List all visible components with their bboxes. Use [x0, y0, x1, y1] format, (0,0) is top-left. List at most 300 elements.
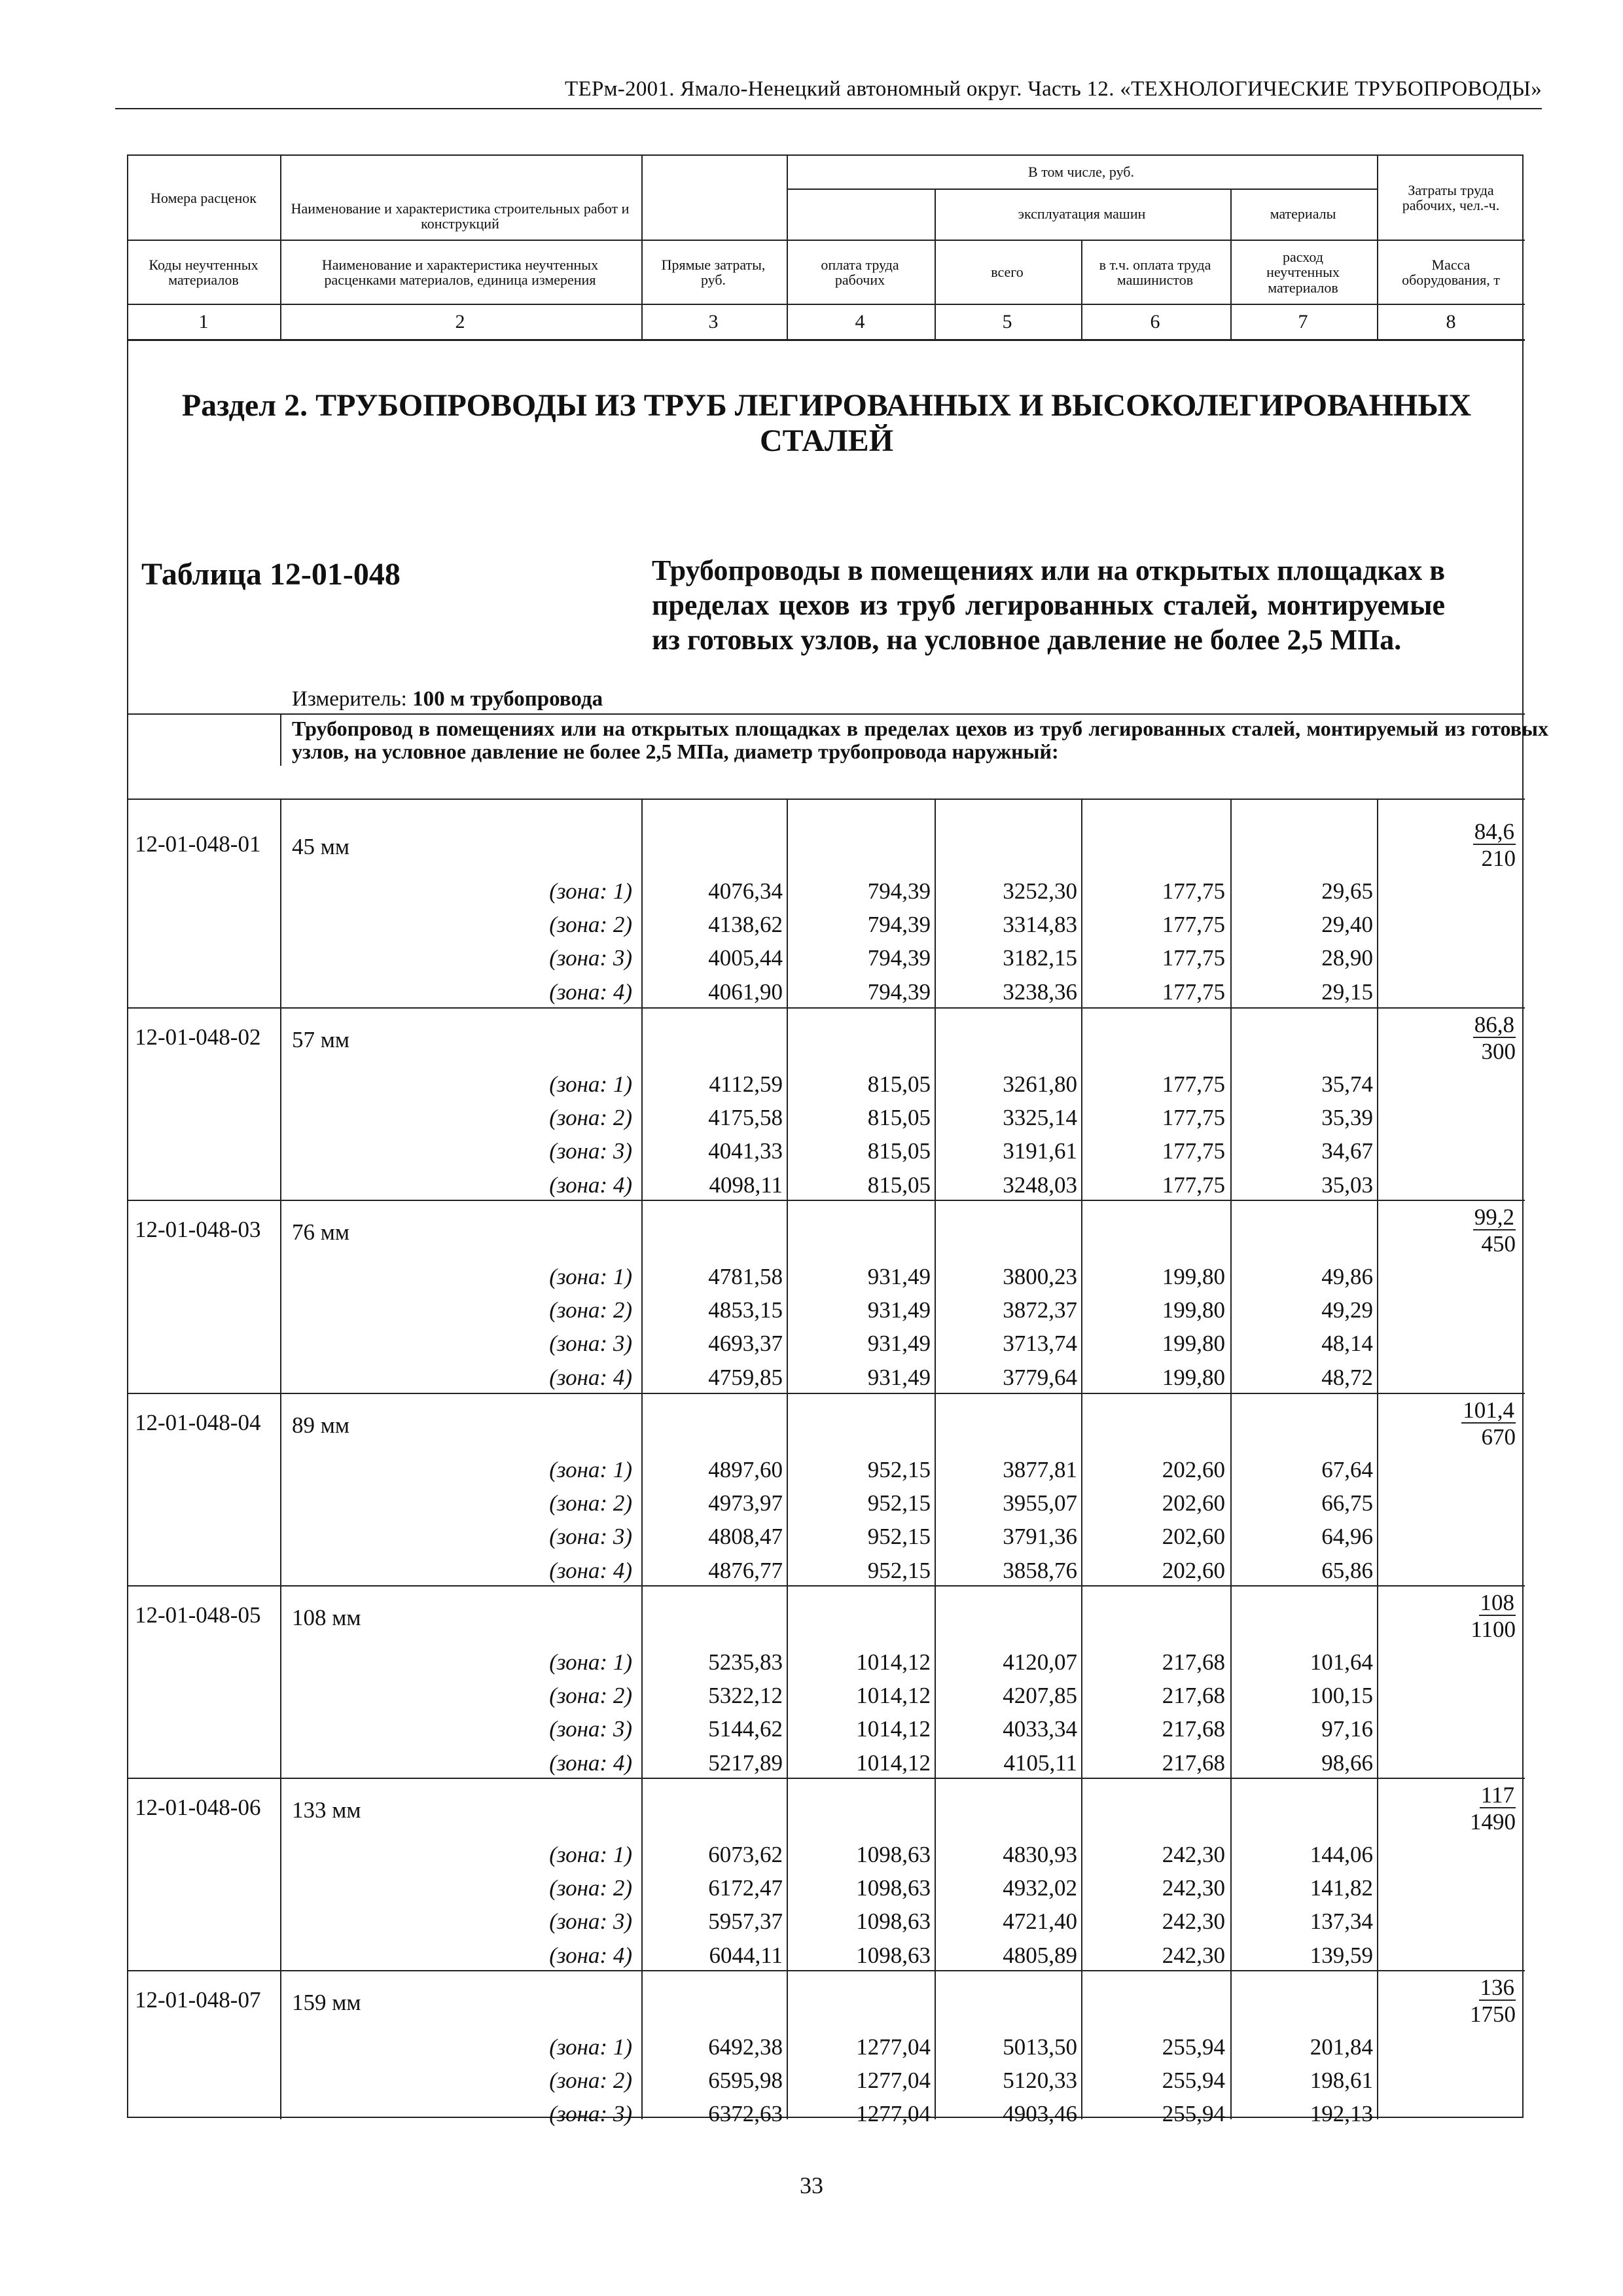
machines-total-value: 3779,64 — [1003, 1364, 1077, 1390]
machines-total-value: 3261,80 — [1003, 1071, 1077, 1097]
labor-mass-fraction — [1444, 1784, 1516, 1833]
machines-total-value: 4932,02 — [1003, 1875, 1077, 1901]
equipment-mass-value: 1750 — [1470, 2001, 1516, 2027]
worker-wages-value: 815,05 — [867, 1105, 931, 1131]
materials-cost-value: 100,15 — [1310, 1683, 1373, 1709]
equipment-mass-value: 1100 — [1471, 1617, 1516, 1642]
operator-wages-value: 177,75 — [1162, 1105, 1225, 1131]
worker-wages-value: 1098,63 — [856, 1875, 931, 1901]
pipe-diameter: 45 мм — [292, 834, 350, 859]
grid-line — [935, 798, 936, 1010]
materials-cost-value: 28,90 — [1321, 945, 1373, 971]
col1-header-top: Номера расценок — [151, 190, 257, 207]
worker-wages-value: 952,15 — [867, 1557, 931, 1583]
grid-line — [1081, 1778, 1082, 1973]
machines-total-value: 4033,34 — [1003, 1716, 1077, 1742]
machines-header: эксплуатация машин — [1018, 206, 1146, 223]
grid-line — [1377, 1393, 1378, 1588]
materials-cost-value: 97,16 — [1321, 1716, 1373, 1742]
grid-line — [280, 798, 281, 1010]
zone-label: (зона: 2) — [549, 2068, 632, 2094]
grid-line — [641, 1393, 643, 1588]
direct-costs-value: 5217,89 — [708, 1749, 783, 1776]
operator-wages-value: 242,30 — [1162, 1909, 1225, 1935]
worker-wages-value: 815,05 — [867, 1172, 931, 1198]
grid-line — [1081, 1200, 1082, 1395]
grid-line — [787, 1007, 788, 1202]
col-number: 2 — [455, 311, 465, 333]
grid-line — [280, 1585, 281, 1780]
worker-wages-value: 794,39 — [867, 978, 931, 1005]
grid-line — [1230, 1007, 1232, 1202]
operator-wages-value: 242,30 — [1162, 1842, 1225, 1867]
grid-line — [128, 1585, 1525, 1587]
operator-wages-value: 177,75 — [1162, 1138, 1225, 1164]
grid-line — [1377, 156, 1378, 340]
machines-total-value: 4120,07 — [1003, 1649, 1077, 1675]
direct-costs-value: 4876,77 — [708, 1557, 783, 1583]
materials-cost-value: 201,84 — [1310, 2034, 1373, 2060]
zone-label: (зона: 2) — [549, 1683, 632, 1709]
grid-line — [935, 1007, 936, 1202]
grid-line — [787, 1393, 788, 1588]
machines-total-value: 4105,11 — [1003, 1749, 1077, 1776]
zone-label: (зона: 1) — [549, 1264, 632, 1289]
labor-mass-fraction — [1444, 1591, 1516, 1641]
operator-wages-value: 217,68 — [1162, 1749, 1225, 1776]
grid-line — [1377, 1970, 1378, 2119]
page-number: 33 — [800, 2172, 823, 2198]
section-title-line-1: Раздел 2. ТРУБОПРОВОДЫ ИЗ ТРУБ ЛЕГИРОВАННЫХ И ВЫСОКОЛЕГИРОВАННЫХ — [181, 388, 1472, 423]
operator-wages-value: 177,75 — [1162, 1172, 1225, 1198]
grid-line — [128, 798, 1525, 800]
page-header — [115, 62, 1542, 109]
section-title — [128, 388, 1525, 459]
materials-cost-value: 29,40 — [1321, 912, 1373, 938]
labor-mass-fraction — [1444, 1206, 1516, 1255]
grid-line — [128, 339, 1525, 341]
grid-line — [787, 156, 788, 340]
zone-label: (зона: 2) — [549, 1105, 632, 1131]
materials-cost-value: 137,34 — [1310, 1909, 1373, 1935]
materials-cost-value: 29,65 — [1321, 878, 1373, 904]
zone-label: (зона: 4) — [549, 1749, 632, 1776]
machines-total-value: 3955,07 — [1003, 1490, 1077, 1516]
materials-header: материалы — [1270, 206, 1336, 223]
zone-label: (зона: 2) — [549, 1875, 632, 1901]
machines-total-value: 4805,89 — [1003, 1942, 1077, 1968]
operator-wages-value: 177,75 — [1162, 912, 1225, 938]
rate-code: 12-01-048-02 — [135, 1024, 261, 1050]
grid-line — [1377, 798, 1378, 1010]
rate-code: 12-01-048-04 — [135, 1410, 261, 1435]
col6-header: в т.ч. оплата труда машинистов — [1099, 256, 1211, 288]
materials-cost-value: 67,64 — [1321, 1457, 1373, 1482]
zone-label: (зона: 1) — [549, 1457, 632, 1482]
materials-cost-value: 141,82 — [1310, 1875, 1373, 1901]
grid-line — [128, 1778, 1525, 1779]
zone-label: (зона: 2) — [549, 1297, 632, 1323]
materials-cost-value: 144,06 — [1310, 1842, 1373, 1867]
direct-costs-value: 4138,62 — [708, 912, 783, 938]
operator-wages-value: 177,75 — [1162, 945, 1225, 971]
machines-total-value: 3182,15 — [1003, 945, 1077, 971]
equipment-mass-value: 450 — [1481, 1231, 1516, 1257]
section-title-line-2: СТАЛЕЙ — [759, 423, 894, 458]
worker-wages-value: 1014,12 — [856, 1683, 931, 1709]
zone-label: (зона: 1) — [549, 1649, 632, 1675]
operator-wages-value: 217,68 — [1162, 1649, 1225, 1675]
labor-cost-value: 84,6 — [1474, 819, 1514, 844]
zone-label: (зона: 2) — [549, 1490, 632, 1516]
direct-costs-value: 6044,11 — [709, 1942, 783, 1968]
grid-line — [280, 713, 281, 766]
operator-wages-value: 217,68 — [1162, 1683, 1225, 1709]
operator-wages-value: 177,75 — [1162, 978, 1225, 1005]
machines-total-value: 3872,37 — [1003, 1297, 1077, 1323]
labor-cost-value: 101,4 — [1463, 1397, 1514, 1423]
zone-label: (зона: 2) — [549, 912, 632, 938]
zone-label: (зона: 3) — [549, 1524, 632, 1550]
grid-line — [787, 1585, 788, 1780]
operator-wages-value: 242,30 — [1162, 1875, 1225, 1901]
meter-label: Измеритель: — [292, 687, 413, 711]
machines-total-value: 3325,14 — [1003, 1105, 1077, 1131]
materials-cost-value: 139,59 — [1310, 1942, 1373, 1968]
direct-costs-value: 5957,37 — [708, 1909, 783, 1935]
machines-total-value: 3314,83 — [1003, 912, 1077, 938]
direct-costs-value: 4808,47 — [708, 1524, 783, 1550]
operator-wages-value: 217,68 — [1162, 1716, 1225, 1742]
direct-costs-value: 4897,60 — [708, 1457, 783, 1482]
grid-line — [1081, 1393, 1082, 1588]
operator-wages-value: 177,75 — [1162, 878, 1225, 904]
labor-cost-value: 136 — [1480, 1975, 1514, 2000]
operator-wages-value: 199,80 — [1162, 1364, 1225, 1390]
zone-label: (зона: 4) — [549, 1942, 632, 1968]
materials-cost-value: 49,29 — [1321, 1297, 1373, 1323]
worker-wages-value: 1098,63 — [856, 1942, 931, 1968]
grid-line — [280, 1393, 281, 1588]
zone-label: (зона: 3) — [549, 2101, 632, 2127]
direct-costs-value: 4061,90 — [708, 978, 783, 1005]
direct-costs-value: 6372,63 — [708, 2101, 783, 2127]
col-number: 8 — [1446, 311, 1456, 333]
machines-total-value: 4721,40 — [1003, 1909, 1077, 1935]
labor-mass-fraction — [1444, 820, 1516, 870]
col5-header: всего — [991, 264, 1024, 281]
pipe-diameter: 133 мм — [292, 1797, 361, 1823]
grid-line — [1081, 1585, 1082, 1780]
col-number: 4 — [855, 311, 865, 333]
worker-wages-value: 1277,04 — [856, 2101, 931, 2127]
grid-line — [641, 798, 643, 1010]
col2-header-bottom: Наименование и характеристика неучтенных расценками материалов, единица измерения — [321, 256, 599, 288]
operator-wages-value: 199,80 — [1162, 1331, 1225, 1357]
direct-costs-value: 4781,58 — [708, 1264, 783, 1289]
measurement-unit — [292, 687, 603, 711]
pipe-diameter: 89 мм — [292, 1412, 350, 1438]
direct-costs-value: 6172,47 — [708, 1875, 783, 1901]
pipe-diameter: 57 мм — [292, 1027, 350, 1052]
pipe-diameter: 76 мм — [292, 1219, 350, 1245]
machines-total-value: 3252,30 — [1003, 878, 1077, 904]
pipe-diameter: 159 мм — [292, 1990, 361, 2015]
equipment-mass-value: 300 — [1481, 1039, 1516, 1064]
zone-label: (зона: 3) — [549, 1138, 632, 1164]
grid-line — [280, 1200, 281, 1395]
grid-line — [1081, 1970, 1082, 2119]
included-header: В том числе, руб. — [1028, 164, 1134, 181]
grid-line — [1230, 1393, 1232, 1588]
grid-line — [935, 1393, 936, 1588]
operator-wages-value: 255,94 — [1162, 2101, 1225, 2127]
worker-wages-value: 794,39 — [867, 945, 931, 971]
zone-label: (зона: 1) — [549, 1842, 632, 1867]
col7-header: расход неучтенных материалов — [1266, 249, 1340, 296]
operator-wages-value: 199,80 — [1162, 1264, 1225, 1289]
operator-wages-value: 202,60 — [1162, 1557, 1225, 1583]
grid-line — [280, 1778, 281, 1973]
machines-total-value: 5120,33 — [1003, 2068, 1077, 2094]
machines-total-value: 4207,85 — [1003, 1683, 1077, 1709]
operator-wages-value: 199,80 — [1162, 1297, 1225, 1323]
grid-line — [1230, 1585, 1232, 1780]
operator-wages-value: 255,94 — [1162, 2034, 1225, 2060]
labor-mass-fraction — [1444, 1013, 1516, 1063]
materials-cost-value: 34,67 — [1321, 1138, 1373, 1164]
machines-total-value: 3713,74 — [1003, 1331, 1077, 1357]
direct-costs-value: 4005,44 — [708, 945, 783, 971]
operator-wages-value: 202,60 — [1162, 1524, 1225, 1550]
grid-line — [1377, 1585, 1378, 1780]
machines-total-value: 3800,23 — [1003, 1264, 1077, 1289]
grid-line — [1081, 1007, 1082, 1202]
operator-wages-value: 242,30 — [1162, 1942, 1225, 1968]
materials-cost-value: 35,74 — [1321, 1071, 1373, 1097]
col-number: 7 — [1298, 311, 1308, 333]
labor-cost-value: 108 — [1480, 1590, 1514, 1615]
zone-label: (зона: 4) — [549, 1364, 632, 1390]
col2-header-top: Наименование и характеристика строительных работ и конструкций — [291, 200, 630, 232]
materials-cost-value: 64,96 — [1321, 1524, 1373, 1550]
grid-line — [1230, 1778, 1232, 1973]
direct-costs-value: 4041,33 — [708, 1138, 783, 1164]
materials-cost-value: 48,72 — [1321, 1364, 1373, 1390]
pipe-diameter: 108 мм — [292, 1605, 361, 1630]
grid-line — [280, 1970, 281, 2119]
materials-cost-value: 192,13 — [1310, 2101, 1373, 2127]
worker-wages-value: 1014,12 — [856, 1649, 931, 1675]
grid-line — [641, 1585, 643, 1780]
zone-label: (зона: 1) — [549, 2034, 632, 2060]
rate-code: 12-01-048-05 — [135, 1602, 261, 1628]
rate-code: 12-01-048-07 — [135, 1987, 261, 2013]
col3-header: Прямые затраты, руб. — [661, 256, 766, 288]
direct-costs-value: 4098,11 — [709, 1172, 783, 1198]
grid-line — [1377, 1778, 1378, 1973]
equipment-mass-value: 1490 — [1470, 1809, 1516, 1835]
grid-line — [1230, 188, 1232, 340]
worker-wages-value: 1098,63 — [856, 1909, 931, 1935]
zone-label: (зона: 3) — [549, 945, 632, 971]
grid-line — [1230, 798, 1232, 1010]
worker-wages-value: 952,15 — [867, 1490, 931, 1516]
direct-costs-value: 4759,85 — [708, 1364, 783, 1390]
worker-wages-value: 931,49 — [867, 1364, 931, 1390]
col8-header-bottom: Масса оборудования, т — [1402, 256, 1500, 288]
worker-wages-value: 794,39 — [867, 878, 931, 904]
worker-wages-value: 794,39 — [867, 912, 931, 938]
grid-line — [280, 156, 281, 340]
grid-line — [641, 1200, 643, 1395]
grid-line — [128, 713, 1525, 715]
zone-label: (зона: 3) — [549, 1716, 632, 1742]
direct-costs-value: 4693,37 — [708, 1331, 783, 1357]
zone-label: (зона: 4) — [549, 1557, 632, 1583]
machines-total-value: 3248,03 — [1003, 1172, 1077, 1198]
worker-wages-value: 952,15 — [867, 1457, 931, 1482]
col4-header: оплата труда рабочих — [821, 256, 899, 288]
direct-costs-value: 4076,34 — [708, 878, 783, 904]
direct-costs-value: 6492,38 — [708, 2034, 783, 2060]
direct-costs-value: 4973,97 — [708, 1490, 783, 1516]
zone-label: (зона: 4) — [549, 978, 632, 1005]
col8-header-top: Затраты труда рабочих, чел.-ч. — [1402, 181, 1500, 213]
grid-line — [1081, 798, 1082, 1010]
materials-cost-value: 101,64 — [1310, 1649, 1373, 1675]
direct-costs-value: 5144,62 — [708, 1716, 783, 1742]
materials-cost-value: 48,14 — [1321, 1331, 1373, 1357]
grid-line — [935, 1970, 936, 2119]
header-title: ТЕРм-2001. Ямало-Ненецкий автономный округ. Часть 12. «ТЕХНОЛОГИЧЕСКИЕ ТРУБОПРОВОДЫ» — [565, 77, 1542, 101]
worker-wages-value: 931,49 — [867, 1297, 931, 1323]
materials-cost-value: 65,86 — [1321, 1557, 1373, 1583]
worker-wages-value: 815,05 — [867, 1138, 931, 1164]
direct-costs-value: 4853,15 — [708, 1297, 783, 1323]
grid-line — [787, 1778, 788, 1973]
machines-total-value: 5013,50 — [1003, 2034, 1077, 2060]
table-description: Трубопроводы в помещениях или на открытых площадках в пределах цехов из труб легированных сталей, монтируемые из готовых узлов, на условное давление не более 2,5 МПа. — [652, 554, 1445, 656]
operator-wages-value: 202,60 — [1162, 1457, 1225, 1482]
grid-line — [1081, 240, 1082, 340]
labor-mass-fraction — [1444, 1399, 1516, 1448]
zone-label: (зона: 1) — [549, 1071, 632, 1097]
grid-line — [128, 304, 1525, 305]
col-number: 1 — [198, 311, 209, 333]
grid-line — [935, 1200, 936, 1395]
operator-wages-value: 202,60 — [1162, 1490, 1225, 1516]
direct-costs-value: 6595,98 — [708, 2068, 783, 2094]
materials-cost-value: 35,39 — [1321, 1105, 1373, 1131]
zone-label: (зона: 4) — [549, 1172, 632, 1198]
grid-line — [787, 798, 788, 1010]
machines-total-value: 3877,81 — [1003, 1457, 1077, 1482]
meter-value: 100 м трубопровода — [412, 687, 603, 711]
grid-line — [935, 188, 936, 340]
zone-label: (зона: 3) — [549, 1909, 632, 1935]
rates-table — [127, 154, 1548, 2127]
grid-line — [641, 1007, 643, 1202]
grid-line — [641, 1970, 643, 2119]
machines-total-value: 3191,61 — [1003, 1138, 1077, 1164]
equipment-mass-value: 210 — [1481, 846, 1516, 871]
grid-line — [128, 1200, 1525, 1201]
direct-costs-value: 5322,12 — [708, 1683, 783, 1709]
materials-cost-value: 35,03 — [1321, 1172, 1373, 1198]
grid-line — [1377, 1007, 1378, 1202]
machines-total-value: 3791,36 — [1003, 1524, 1077, 1550]
zone-label: (зона: 1) — [549, 878, 632, 904]
grid-line — [128, 1393, 1525, 1394]
worker-wages-value: 1014,12 — [856, 1749, 931, 1776]
grid-line — [787, 188, 1377, 190]
col-number: 5 — [1002, 311, 1012, 333]
worker-wages-value: 952,15 — [867, 1524, 931, 1550]
direct-costs-value: 5235,83 — [708, 1649, 783, 1675]
machines-total-value: 3858,76 — [1003, 1557, 1077, 1583]
worker-wages-value: 931,49 — [867, 1264, 931, 1289]
worker-wages-value: 1098,63 — [856, 1842, 931, 1867]
operator-wages-value: 177,75 — [1162, 1071, 1225, 1097]
labor-cost-value: 99,2 — [1474, 1204, 1514, 1230]
materials-cost-value: 49,86 — [1321, 1264, 1373, 1289]
direct-costs-value: 6073,62 — [708, 1842, 783, 1867]
worker-wages-value: 1277,04 — [856, 2068, 931, 2094]
rate-code: 12-01-048-06 — [135, 1795, 261, 1820]
grid-line — [128, 1970, 1525, 1971]
grid-line — [641, 156, 643, 340]
grid-line — [1230, 1970, 1232, 2119]
grid-line — [128, 1007, 1525, 1009]
group-description: Трубопровод в помещениях или на открытых площадках в пределах цехов из труб легированных сталей, монтируемый из готовых узлов, на условное давление не более 2,5 МПа, диаметр трубопровода наружный: — [292, 717, 1548, 764]
rate-code: 12-01-048-03 — [135, 1217, 261, 1242]
worker-wages-value: 1014,12 — [856, 1716, 931, 1742]
col-number: 3 — [708, 311, 719, 333]
grid-line — [1377, 1200, 1378, 1395]
machines-total-value: 4830,93 — [1003, 1842, 1077, 1867]
grid-line — [787, 1970, 788, 2119]
grid-line — [787, 1200, 788, 1395]
materials-cost-value: 98,66 — [1321, 1749, 1373, 1776]
labor-cost-value: 86,8 — [1474, 1012, 1514, 1037]
worker-wages-value: 1277,04 — [856, 2034, 931, 2060]
materials-cost-value: 198,61 — [1310, 2068, 1373, 2094]
rate-code: 12-01-048-01 — [135, 831, 261, 857]
table-label: Таблица 12-01-048 — [141, 557, 401, 592]
machines-total-value: 4903,46 — [1003, 2101, 1077, 2127]
operator-wages-value: 255,94 — [1162, 2068, 1225, 2094]
grid-line — [280, 1007, 281, 1202]
labor-mass-fraction — [1444, 1976, 1516, 2026]
materials-cost-value: 29,15 — [1321, 978, 1373, 1005]
grid-line — [935, 1585, 936, 1780]
col1-header-bottom: Коды неучтенных материалов — [149, 256, 259, 288]
machines-total-value: 3238,36 — [1003, 978, 1077, 1005]
direct-costs-value: 4112,59 — [709, 1071, 783, 1097]
worker-wages-value: 931,49 — [867, 1331, 931, 1357]
equipment-mass-value: 670 — [1481, 1424, 1516, 1450]
col-number: 6 — [1150, 311, 1160, 333]
labor-cost-value: 117 — [1480, 1782, 1514, 1808]
zone-label: (зона: 3) — [549, 1331, 632, 1357]
grid-line — [1230, 1200, 1232, 1395]
grid-line — [641, 1778, 643, 1973]
worker-wages-value: 815,05 — [867, 1071, 931, 1097]
grid-line — [935, 1778, 936, 1973]
materials-cost-value: 66,75 — [1321, 1490, 1373, 1516]
direct-costs-value: 4175,58 — [708, 1105, 783, 1131]
